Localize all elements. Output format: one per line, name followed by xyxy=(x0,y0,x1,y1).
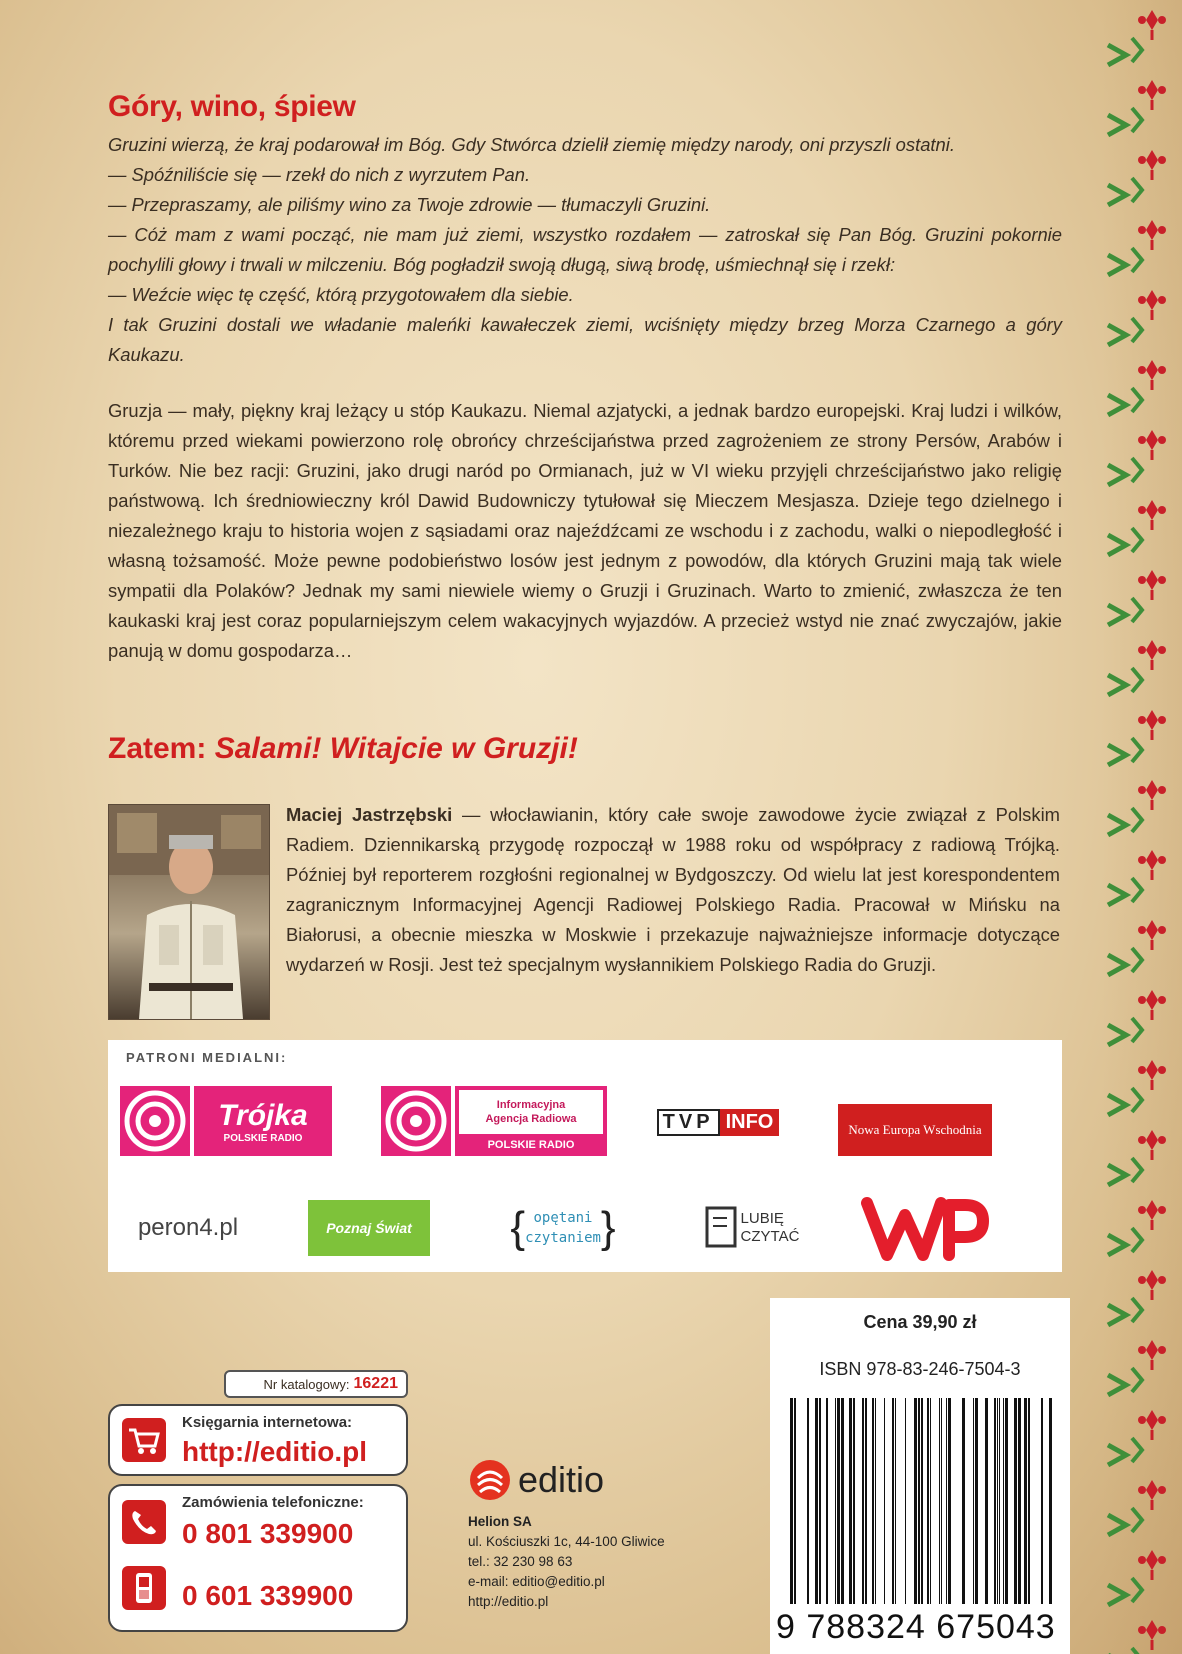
tvp-text: TVP xyxy=(657,1109,720,1136)
shop-url-link[interactable]: http://editio.pl xyxy=(182,1436,368,1467)
mobile-phone-icon xyxy=(122,1566,166,1610)
publisher-address: ul. Kościuszki 1c, 44-100 Gliwice xyxy=(468,1534,665,1549)
publisher-email[interactable]: e-mail: editio@editio.pl xyxy=(468,1574,605,1589)
info-text: INFO xyxy=(720,1109,780,1136)
author-bio xyxy=(286,800,1060,980)
author-photo xyxy=(108,804,270,1020)
shopping-cart-icon xyxy=(122,1418,166,1462)
media-patrons xyxy=(108,1040,1062,1272)
border-pattern xyxy=(1102,0,1182,1654)
phone-number-2[interactable]: 0 601 339900 xyxy=(182,1580,354,1611)
author-portrait-image xyxy=(109,805,269,1019)
opetani-line1: opętani xyxy=(533,1210,593,1226)
catalog-label: Nr katalogowy: xyxy=(263,1376,350,1392)
catalog-value: 16221 xyxy=(353,1375,398,1392)
slogan-italic: Salami! Witajcie w Gruzji! xyxy=(214,732,578,765)
legend-quote xyxy=(108,130,1062,370)
tvp-info-logo xyxy=(648,1106,788,1138)
quote-line: — Cóż mam z wami począć, nie mam już ziemi, wszystko rozdałem — zatroskał się Pan Bóg. Gruzini pokornie pochylili głowy i trwali w milczeniu. Bóg pogładził swoją długą, siwą brodę, uśmiechnął się i rzekł: xyxy=(108,224,1062,275)
trojka-sub: POLSKIE RADIO xyxy=(223,1132,303,1144)
ornamental-border xyxy=(1102,0,1182,1654)
description-paragraph: Gruzja — mały, piękny kraj leżący u stóp Kaukazu. Niemal azjatycki, a jednak bardzo europejski. Kraj ludzi i wilków, któremu przed wiekami powierzono rolę obrońcy chrześcijaństwa przed zagrożeniem ze strony Persów, Arabów i Turków. Nie bez racji: Gruzini, jako drugi naród po Ormianach, już w VI wieku przyjęli chrześcijaństwo jako religię państwową. Ich średniowieczny król Dawid Budowniczy tytułował się Mieczem Mesjasza. Dzieje tego dzielnego i niezależnego kraju to historia wojen z sąsiadami oraz najeźdźcami ze wschodu i z zachodu, walki o niepodległość i własną tożsamość. Może pewne podobieństwo losów jest jednym z powodów, dla których Gruzini mają tak wiele sympatii dla Polaków? Jednak my sami niewiele wiemy o Gruzji i Gruzinach. Warto to zmienić, zwłaszcza że ten kaukaski kraj jest coraz popularniejszym celem wakacyjnych wyjazdów. A przecież wstyd nie znać zwyczajów, jakie panują w domu gospodarza… xyxy=(108,400,1062,661)
patrons-label: PATRONI MEDIALNI: xyxy=(126,1050,288,1065)
publisher-web[interactable]: http://editio.pl xyxy=(468,1594,549,1609)
phone-icon xyxy=(122,1500,166,1544)
poznaj-swiat-logo xyxy=(308,1200,430,1256)
iar-sub: POLSKIE RADIO xyxy=(487,1139,575,1151)
shop-label: Księgarnia internetowa: xyxy=(182,1414,353,1431)
lubie-line1: LUBIĘ xyxy=(740,1210,784,1227)
publisher-tel: tel.: 32 230 98 63 xyxy=(468,1554,573,1569)
quote-line: — Przepraszamy, ale piliśmy wino za Twoje zdrowie — tłumaczyli Gruzini. xyxy=(108,194,711,215)
publisher-company: Helion SA xyxy=(468,1514,532,1529)
publisher-info xyxy=(468,1512,665,1612)
price-barcode-box xyxy=(770,1298,1070,1654)
barcode xyxy=(784,1398,1056,1604)
trojka-logo xyxy=(120,1086,332,1156)
lubie-czytac-logo xyxy=(692,1202,812,1254)
price: Cena 39,90 zł xyxy=(863,1312,977,1332)
editio-mark-icon xyxy=(468,1458,512,1502)
opetani-line2: czytaniem xyxy=(525,1230,601,1246)
page-title: Góry, wino, śpiew xyxy=(108,90,356,123)
isbn: ISBN 978-83-246-7504-3 xyxy=(819,1359,1021,1379)
peron4-text: peron4.pl xyxy=(137,1214,239,1241)
lubie-line2: CZYTAĆ xyxy=(740,1228,800,1245)
quote-line: — Weźcie więc tę część, którą przygotowałem dla siebie. xyxy=(108,284,574,305)
iar-line2: Agencja Radiowa xyxy=(485,1113,577,1125)
wp-logo-mark xyxy=(861,1193,989,1263)
iar-line1: Informacyjna xyxy=(496,1099,566,1111)
slogan-prefix: Zatem: xyxy=(108,732,215,765)
new-europe-text: Nowa Europa Wschodnia xyxy=(848,1122,982,1137)
radio-rings-icon xyxy=(381,1086,451,1156)
radio-rings-icon xyxy=(120,1086,190,1156)
iar-logo xyxy=(380,1086,608,1156)
wp-logo xyxy=(860,1190,990,1266)
left-brace-icon: { xyxy=(510,1203,526,1252)
quote-line: Gruzini wierzą, że kraj podarował im Bóg. Gdy Stwórca dzielił ziemię między narody, oni przyszli ostatni. xyxy=(108,134,955,155)
phone-number-1[interactable]: 0 801 339900 xyxy=(182,1518,354,1549)
editio-brand: editio xyxy=(518,1459,605,1500)
book-icon xyxy=(705,1206,739,1250)
slogan xyxy=(108,732,578,766)
trojka-name: Trójka xyxy=(218,1098,308,1132)
online-shop-box[interactable] xyxy=(108,1404,408,1476)
opetani-logo xyxy=(490,1200,636,1256)
main-content xyxy=(108,90,1062,666)
author-name: Maciej Jastrzębski xyxy=(286,804,453,825)
new-europe-logo xyxy=(838,1104,992,1156)
peron4-logo xyxy=(118,1208,258,1248)
editio-logo xyxy=(468,1458,604,1502)
phone-label: Zamówienia telefoniczne: xyxy=(182,1494,364,1511)
poznaj-swiat-text: Poznaj Świat xyxy=(326,1220,412,1236)
barcode-digits: 9 788324 675043 xyxy=(776,1608,1056,1646)
catalog-number xyxy=(224,1370,408,1398)
quote-line: I tak Gruzini dostali we władanie maleńki kawałeczek ziemi, wciśnięty między brzeg Morza Czarnego a góry Kaukazu. xyxy=(108,314,1062,365)
quote-line: — Spóźniliście się — rzekł do nich z wyrzutem Pan. xyxy=(108,164,531,185)
phone-orders-box xyxy=(108,1484,408,1632)
author-bio-text: — włocławianin, który całe swoje zawodowe życie związał z Polskim Radiem. Dziennikarską przygodę rozpoczął w 1988 roku od współpracy z radiową Trójką. Później był reporterem rozgłośni regionalnej w Bydgoszczy. Od wielu lat jest korespondentem zagranicznym Informacyjnej Agencji Radiowej Polskiego Radia. Pracował w Mińsku na Białorusi, a obecnie mieszka w Moskwie i przekazuje najważniejsze informacje dotyczące wydarzeń w Rosji. Jest też specjalnym wysłannikiem Polskiego Radia do Gruzji. xyxy=(286,804,1060,975)
right-brace-icon: } xyxy=(600,1203,616,1252)
